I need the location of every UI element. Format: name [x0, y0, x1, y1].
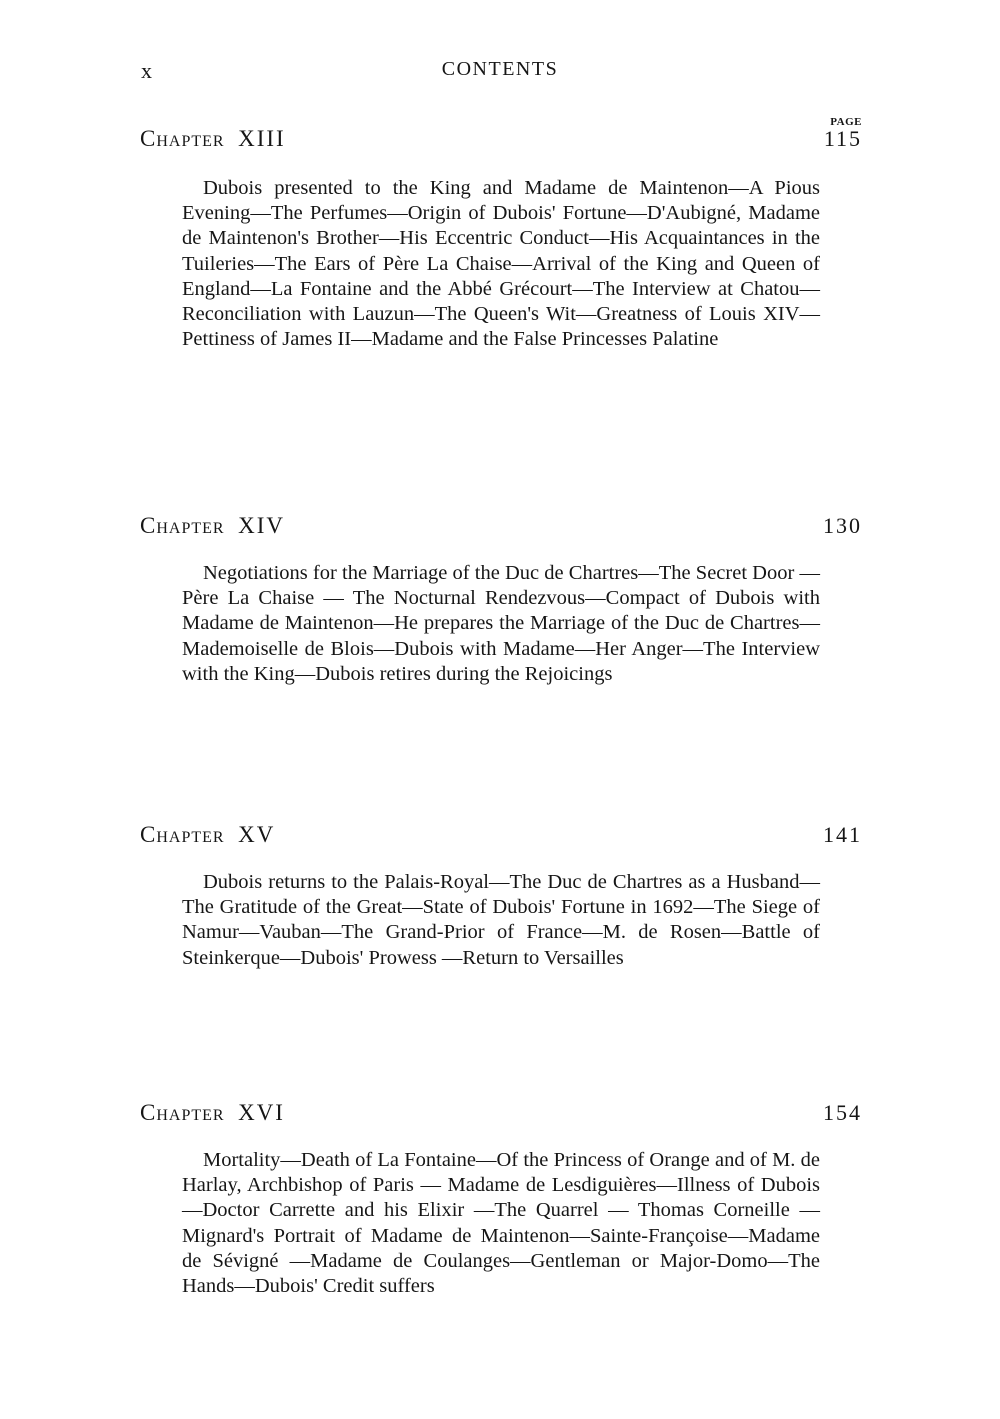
chapter-summary: Dubois presented to the King and Madame de Maintenon—A Pious Evening—The Perfumes—Origin of Dubois' Fortune—D'Aubigné, Madame de Maintenon's Brother—His Eccentric Conduct—His Acquaintances in the Tuileries—The Ears of Père La Chaise—Arrival of the King and Queen of England—La Fontaine and the Abbé Grécourt—The Interview at Chatou—Reconciliation with Lauzun—The Queen's Wit—Greatness of Louis XIV—Pettiness of James II—Madame and the False Princesses Palatine — [182, 177, 820, 351]
chapter-label — [140, 822, 275, 848]
chapter-summary: Mortality—Death of La Fontaine—Of the Princess of Orange and of M. de Harlay, Archbishop of Paris — Madame de Lesdiguières—Illness of Dubois—Doctor Carrette and his Elixir —The Quarrel — Thomas Corneille — Mignard's Portrait of Madame de Maintenon—Sainte-Françoise—Madame de Sévigné —Madame de Coulanges—Gentleman or Major-Domo—The Hands—Dubois' Credit suffers — [182, 1149, 820, 1298]
chapter-numeral: XV — [238, 822, 276, 847]
chapter-word: Chapter — [140, 822, 225, 847]
chapter-page: 141 — [823, 822, 862, 847]
chapter-heading — [140, 822, 862, 858]
chapter-word: Chapter — [140, 1100, 225, 1125]
chapter-numeral: XIV — [238, 513, 285, 538]
chapter-page: 154 — [823, 1100, 862, 1125]
chapter-label — [140, 1100, 285, 1126]
running-head: CONTENTS — [441, 58, 559, 80]
chapter-word: Chapter — [140, 126, 225, 151]
chapter-summary: Negotiations for the Marriage of the Duc de Chartres—The Secret Door — Père La Chaise — The Nocturnal Rendezvous—Compact of Dubois with Madame de Maintenon—He prepares the Marriage of the Duc de Chartres—Mademoiselle de Blois—Dubois with Madame—Her Anger—The Interview with the King—Dubois retires during the Rejoicings — [182, 562, 820, 685]
chapter-heading — [140, 126, 862, 162]
chapter-page: 130 — [823, 513, 862, 538]
chapter-label — [140, 126, 286, 152]
chapter-heading — [140, 1100, 862, 1136]
page-number: x — [141, 58, 153, 83]
page-column-label: PAGE — [830, 116, 862, 128]
chapter-entry-xiii — [140, 126, 862, 352]
chapter-summary: Dubois returns to the Palais-Royal—The Duc de Chartres as a Husband—The Gratitude of the Great—State of Dubois' Fortune in 1692—The Siege of Namur—Vauban—The Grand-Prior of France—M. de Rosen—Battle of Steinkerque—Dubois' Prowess —Return to Versailles — [182, 871, 820, 969]
chapter-entry-xvi — [140, 1100, 862, 1299]
chapter-numeral: XIII — [238, 126, 286, 151]
chapter-numeral: XVI — [238, 1100, 285, 1125]
chapter-label — [140, 513, 285, 539]
chapter-word: Chapter — [140, 513, 225, 538]
chapter-entry-xiv — [140, 513, 862, 687]
chapter-heading — [140, 513, 862, 549]
chapter-page: 115 — [823, 126, 862, 151]
chapter-entry-xv — [140, 822, 862, 971]
